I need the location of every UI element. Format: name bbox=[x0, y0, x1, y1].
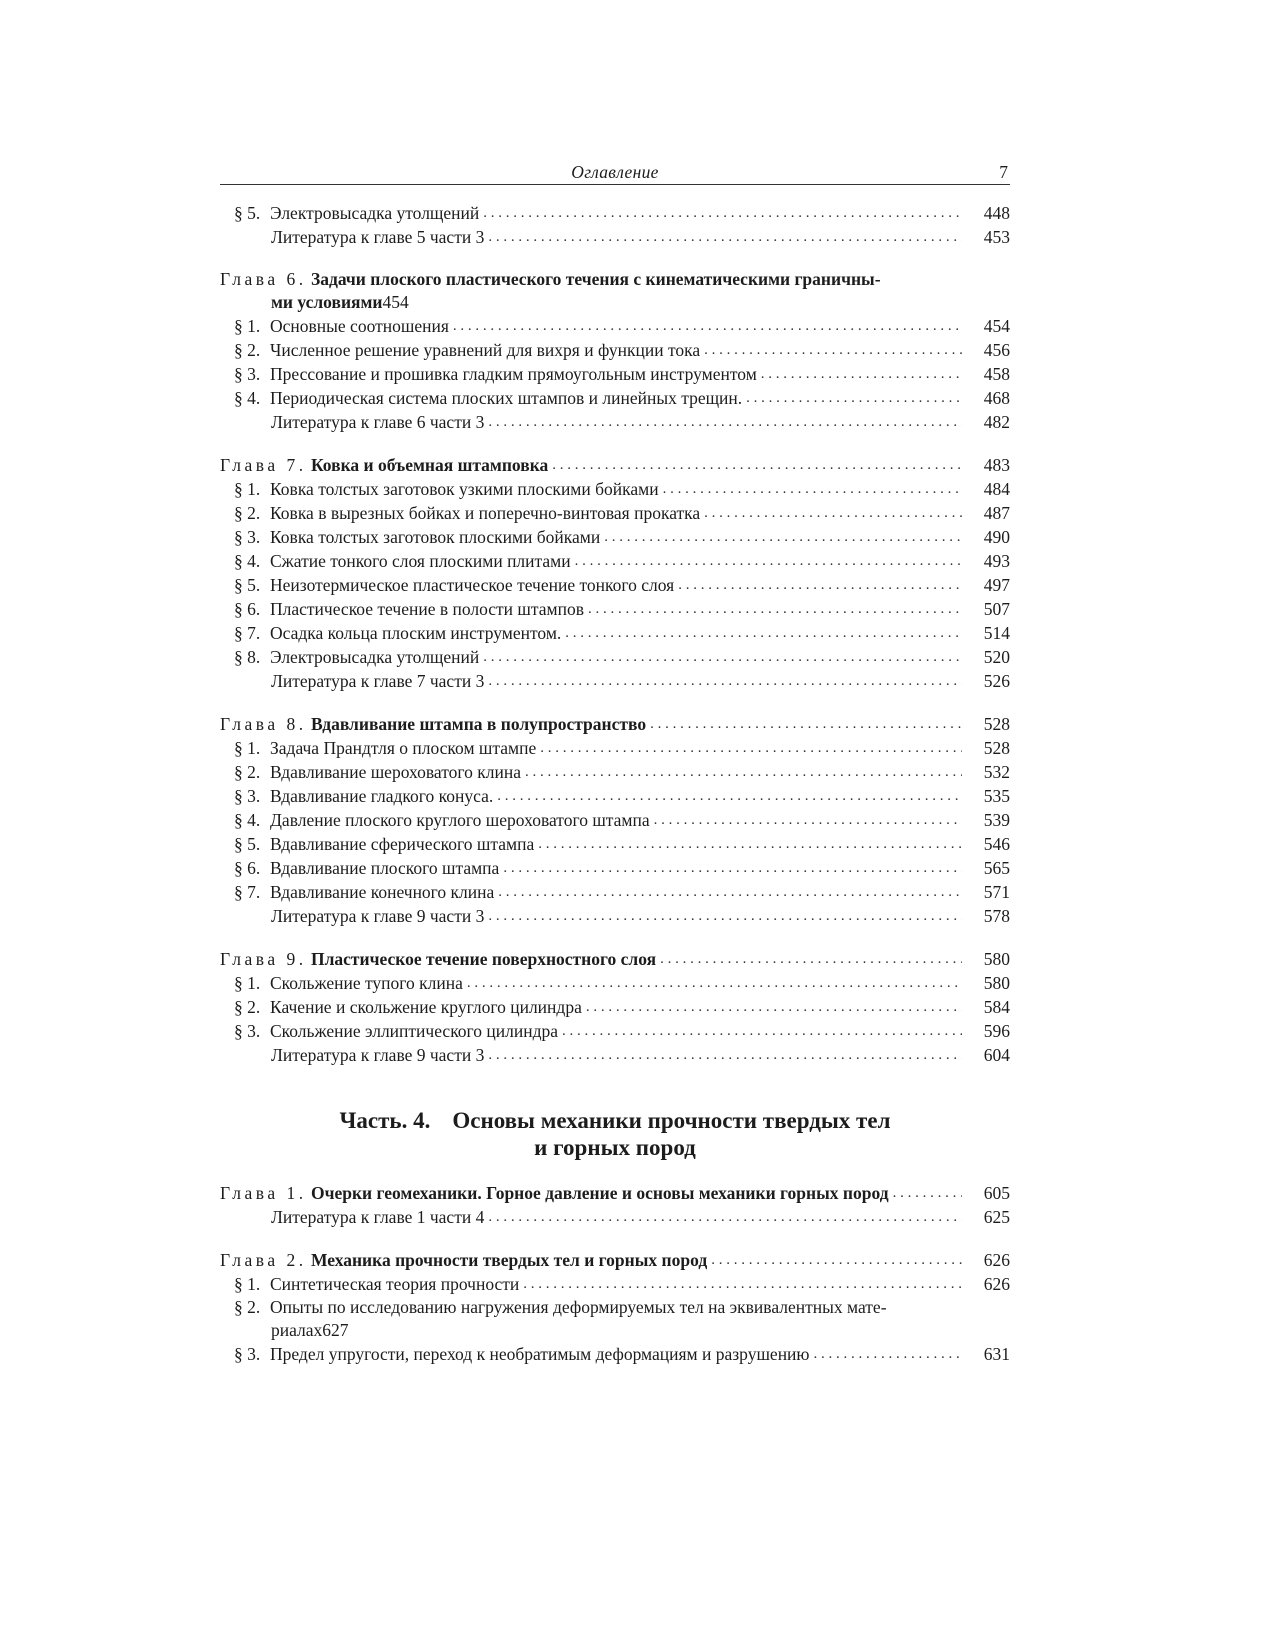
chapter-title: ми условиями bbox=[271, 292, 383, 312]
section-number: § 1. bbox=[234, 1274, 261, 1294]
toc-entry-text bbox=[234, 736, 536, 760]
dot-leader bbox=[575, 549, 962, 573]
toc-entry-text bbox=[234, 338, 700, 362]
page bbox=[220, 158, 1010, 1366]
toc-literature bbox=[220, 410, 1010, 434]
dot-leader bbox=[588, 597, 962, 621]
section-number: § 5. bbox=[234, 834, 261, 854]
toc-entry-text bbox=[271, 410, 484, 434]
section-title: Сжатие тонкого слоя плоскими плитами bbox=[270, 551, 571, 571]
toc-page-number: 580 bbox=[983, 949, 1010, 969]
toc-entry-text bbox=[234, 477, 659, 501]
section-title: Неизотермическое пластическое течение тонкого слоя bbox=[270, 575, 675, 595]
section-number: § 8. bbox=[234, 647, 261, 667]
toc-section bbox=[220, 856, 1010, 880]
toc-entry-text bbox=[234, 832, 534, 856]
dot-leader bbox=[488, 410, 962, 434]
toc-page-number: 528 bbox=[983, 714, 1010, 734]
section-title: Качение и скольжение круглого цилиндра bbox=[270, 997, 582, 1017]
dot-leader bbox=[467, 971, 962, 995]
toc-section bbox=[220, 597, 1010, 621]
chapter-label: Глава 1. bbox=[220, 1183, 307, 1203]
toc-entry-text bbox=[234, 784, 493, 808]
part-heading-line bbox=[220, 1107, 1010, 1134]
chapter-heading-text bbox=[220, 712, 646, 736]
chapter-title: Очерки геомеханики. Горное давление и основы механики горных пород bbox=[310, 1183, 889, 1203]
toc-page-number: 483 bbox=[983, 455, 1010, 475]
toc-entry-text bbox=[234, 971, 463, 995]
dot-leader bbox=[497, 784, 962, 808]
toc-page-number: 468 bbox=[983, 388, 1010, 408]
toc-entry-text bbox=[234, 808, 650, 832]
toc-entry-text bbox=[234, 621, 561, 645]
dot-leader bbox=[562, 1019, 962, 1043]
section-number: § 3. bbox=[234, 527, 261, 547]
dot-leader bbox=[663, 477, 962, 501]
toc-section bbox=[220, 362, 1010, 386]
toc-section bbox=[220, 477, 1010, 501]
section-number: § 1. bbox=[234, 316, 261, 336]
toc-entry-text bbox=[234, 1342, 810, 1366]
chapter-heading-line bbox=[220, 268, 1010, 290]
section-title: Вдавливание плоского штампа bbox=[270, 858, 500, 878]
chapter-heading-line bbox=[220, 290, 1010, 314]
chapter-heading bbox=[220, 947, 1010, 971]
chapter-heading bbox=[220, 1181, 1010, 1205]
dot-leader bbox=[704, 501, 962, 525]
toc-entry-line bbox=[220, 1318, 1010, 1342]
chapter-block bbox=[220, 947, 1010, 1067]
toc-page-number: 565 bbox=[983, 858, 1010, 878]
section-title: Ковка толстых заготовок плоскими бойками bbox=[270, 527, 601, 547]
toc-entry-text bbox=[271, 1205, 484, 1229]
dot-leader bbox=[761, 362, 962, 386]
toc-literature bbox=[220, 1043, 1010, 1067]
toc-entry-text bbox=[234, 597, 584, 621]
chapter-heading-text bbox=[220, 1248, 707, 1272]
chapter-label: Глава 2. bbox=[220, 1250, 307, 1270]
section-number: § 1. bbox=[234, 479, 261, 499]
toc-entry-text bbox=[234, 386, 742, 410]
section-title: Опыты по исследованию нагружения деформируемых тел на эквивалентных мате- bbox=[270, 1297, 887, 1317]
toc-entry-text bbox=[234, 525, 600, 549]
section-number: § 2. bbox=[234, 997, 261, 1017]
section-number: § 3. bbox=[234, 786, 261, 806]
section-number: § 6. bbox=[234, 599, 261, 619]
toc-entry-text bbox=[234, 573, 674, 597]
section-number: § 3. bbox=[234, 1344, 261, 1364]
section-number: § 4. bbox=[234, 810, 261, 830]
toc-page-number: 571 bbox=[983, 882, 1010, 902]
dot-leader bbox=[503, 856, 962, 880]
dot-leader bbox=[483, 201, 962, 225]
section-title: Литература к главе 6 части 3 bbox=[271, 412, 485, 432]
chapter-heading bbox=[220, 1248, 1010, 1272]
chapter-label: Глава 8. bbox=[220, 714, 307, 734]
chapter-block bbox=[220, 1181, 1010, 1229]
section-title: Осадка кольца плоским инструментом. bbox=[270, 623, 562, 643]
toc-page-number: 532 bbox=[983, 762, 1010, 782]
toc-entry-text bbox=[271, 1043, 484, 1067]
part-number: Часть. 4. bbox=[339, 1108, 431, 1133]
toc-section bbox=[220, 201, 1010, 225]
chapter-block bbox=[220, 1248, 1010, 1366]
toc-page-number: 458 bbox=[983, 364, 1010, 384]
toc-entry-text bbox=[271, 669, 484, 693]
table-of-contents bbox=[220, 201, 1010, 1366]
section-number: § 2. bbox=[234, 340, 261, 360]
section-number: § 3. bbox=[234, 1021, 261, 1041]
chapter-block bbox=[220, 453, 1010, 693]
toc-entry-text bbox=[234, 856, 499, 880]
toc-page-number: 631 bbox=[983, 1344, 1010, 1364]
toc-entry-text bbox=[234, 645, 479, 669]
section-title: Предел упругости, переход к необратимым деформациям и разрушению bbox=[270, 1344, 810, 1364]
section-title: Давление плоского круглого шероховатого штампа bbox=[270, 810, 650, 830]
toc-entry-text bbox=[234, 549, 571, 573]
section-title: Вдавливание сферического штампа bbox=[270, 834, 535, 854]
chapter-label: Глава 7. bbox=[220, 455, 307, 475]
section-title: Литература к главе 1 части 4 bbox=[271, 1207, 485, 1227]
chapter-heading bbox=[220, 453, 1010, 477]
dot-leader bbox=[552, 453, 962, 477]
toc-page-number: 520 bbox=[983, 647, 1010, 667]
section-title: Периодическая система плоских штампов и линейных трещин. bbox=[270, 388, 743, 408]
toc-section bbox=[220, 314, 1010, 338]
section-number: § 4. bbox=[234, 551, 261, 571]
section-number: § 6. bbox=[234, 858, 261, 878]
section-number: § 5. bbox=[234, 575, 261, 595]
part-heading bbox=[220, 1107, 1010, 1161]
toc-section bbox=[220, 784, 1010, 808]
dot-leader bbox=[746, 386, 962, 410]
toc-section bbox=[220, 1272, 1010, 1296]
section-title: Электровысадка утолщений bbox=[270, 647, 480, 667]
chapter-block bbox=[220, 712, 1010, 928]
section-title: Численное решение уравнений для вихря и функции тока bbox=[270, 340, 701, 360]
section-title: Задача Прандтля о плоском штампе bbox=[270, 738, 537, 758]
chapter-block bbox=[220, 268, 1010, 434]
section-title: Скольжение тупого клина bbox=[270, 973, 463, 993]
toc-page-number: 487 bbox=[983, 503, 1010, 523]
section-number: § 4. bbox=[234, 388, 261, 408]
section-number: § 3. bbox=[234, 364, 261, 384]
section-title: Скольжение эллиптического цилиндра bbox=[270, 1021, 559, 1041]
toc-section bbox=[220, 736, 1010, 760]
section-number: § 7. bbox=[234, 623, 261, 643]
toc-section bbox=[220, 1019, 1010, 1043]
dot-leader bbox=[483, 645, 962, 669]
toc-entry-text bbox=[234, 995, 582, 1019]
toc-entry-text bbox=[234, 201, 479, 225]
toc-section bbox=[220, 995, 1010, 1019]
toc-entry-text bbox=[234, 1272, 519, 1296]
toc-page-number: 546 bbox=[983, 834, 1010, 854]
toc-page-number: 526 bbox=[983, 671, 1010, 691]
toc-section bbox=[220, 501, 1010, 525]
toc-entry-text bbox=[234, 1019, 558, 1043]
chapter-heading bbox=[220, 268, 1010, 314]
toc-page-number: 627 bbox=[322, 1320, 349, 1340]
dot-leader bbox=[654, 808, 962, 832]
toc-page-number: 596 bbox=[983, 1021, 1010, 1041]
chapter-heading-text bbox=[220, 1181, 889, 1205]
section-title: Прессование и прошивка гладким прямоугольным инструментом bbox=[270, 364, 757, 384]
dot-leader bbox=[523, 1272, 962, 1296]
toc-entry-text bbox=[271, 225, 484, 249]
section-number: § 5. bbox=[234, 203, 261, 223]
toc-page-number: 490 bbox=[983, 527, 1010, 547]
chapter-heading-text bbox=[220, 947, 656, 971]
dot-leader bbox=[604, 525, 962, 549]
chapter-title: Задачи плоского пластического течения с кинематическими граничны- bbox=[310, 269, 881, 289]
part-heading-line: и горных пород bbox=[534, 1135, 696, 1160]
section-title: Вдавливание гладкого конуса. bbox=[270, 786, 494, 806]
toc-entry-line bbox=[220, 1296, 1010, 1318]
chapter-title: Ковка и объемная штамповка bbox=[310, 455, 549, 475]
section-title: Литература к главе 7 части 3 bbox=[271, 671, 485, 691]
dot-leader bbox=[893, 1181, 962, 1205]
toc-section bbox=[220, 880, 1010, 904]
section-number: § 2. bbox=[234, 762, 261, 782]
part-title-text: Основы механики прочности твердых тел bbox=[452, 1108, 891, 1133]
dot-leader bbox=[453, 314, 962, 338]
dot-leader bbox=[525, 760, 962, 784]
toc-page-number: 625 bbox=[983, 1207, 1010, 1227]
toc-page-number: 484 bbox=[983, 479, 1010, 499]
toc-section bbox=[220, 645, 1010, 669]
chapter-label: Глава 6. bbox=[220, 269, 307, 289]
dot-leader bbox=[814, 1342, 963, 1366]
toc-page-number: 497 bbox=[983, 575, 1010, 595]
section-title: Литература к главе 5 части 3 bbox=[271, 227, 485, 247]
chapter-heading bbox=[220, 712, 1010, 736]
dot-leader bbox=[498, 880, 962, 904]
section-title: Пластическое течение в полости штампов bbox=[270, 599, 584, 619]
toc-page-number: 580 bbox=[983, 973, 1010, 993]
toc-page-number: 454 bbox=[983, 316, 1010, 336]
toc-page-number: 626 bbox=[983, 1250, 1010, 1270]
running-head bbox=[220, 158, 1010, 185]
chapter-heading-text bbox=[220, 453, 548, 477]
toc-entry-text bbox=[234, 760, 521, 784]
toc-section bbox=[220, 338, 1010, 362]
toc-entry bbox=[220, 1296, 1010, 1342]
section-title: Литература к главе 9 части 3 bbox=[271, 1045, 485, 1065]
toc-section bbox=[220, 386, 1010, 410]
toc-literature bbox=[220, 669, 1010, 693]
toc-page-number: 482 bbox=[983, 412, 1010, 432]
toc-section bbox=[220, 525, 1010, 549]
toc-literature bbox=[220, 904, 1010, 928]
dot-leader bbox=[711, 1248, 962, 1272]
section-title: Литература к главе 9 части 3 bbox=[271, 906, 485, 926]
section-title: Синтетическая теория прочности bbox=[270, 1274, 520, 1294]
page-number: 7 bbox=[999, 162, 1008, 182]
toc-page-number: 578 bbox=[983, 906, 1010, 926]
section-title: Основные соотношения bbox=[270, 316, 449, 336]
dot-leader bbox=[540, 736, 962, 760]
toc-section bbox=[220, 971, 1010, 995]
dot-leader bbox=[660, 947, 962, 971]
toc-page-number: 535 bbox=[983, 786, 1010, 806]
toc-section bbox=[220, 808, 1010, 832]
dot-leader bbox=[488, 669, 962, 693]
toc-page-number: 448 bbox=[983, 203, 1010, 223]
toc-page-number: 453 bbox=[983, 227, 1010, 247]
section-title: Ковка в вырезных бойках и поперечно-винтовая прокатка bbox=[270, 503, 701, 523]
chapter-title: Пластическое течение поверхностного слоя bbox=[310, 949, 657, 969]
section-number: § 1. bbox=[234, 738, 261, 758]
toc-page-number: 528 bbox=[983, 738, 1010, 758]
toc-section bbox=[220, 621, 1010, 645]
dot-leader bbox=[704, 338, 962, 362]
toc-literature bbox=[220, 225, 1010, 249]
toc-page-number: 539 bbox=[983, 810, 1010, 830]
toc-section bbox=[220, 573, 1010, 597]
toc-entry-text bbox=[234, 501, 700, 525]
dot-leader bbox=[678, 573, 962, 597]
section-title: Электровысадка утолщений bbox=[270, 203, 480, 223]
toc-section bbox=[220, 1342, 1010, 1366]
toc-entry-text bbox=[234, 880, 494, 904]
toc-page-number: 605 bbox=[983, 1183, 1010, 1203]
toc-section bbox=[220, 760, 1010, 784]
chapter-title: Механика прочности твердых тел и горных пород bbox=[310, 1250, 708, 1270]
dot-leader bbox=[488, 1205, 962, 1229]
section-number: § 2. bbox=[234, 1297, 261, 1317]
section-title: риалах bbox=[271, 1320, 323, 1340]
toc-entry-text bbox=[271, 904, 484, 928]
toc-page-number: 493 bbox=[983, 551, 1010, 571]
section-title: Ковка толстых заготовок узкими плоскими бойками bbox=[270, 479, 659, 499]
toc-page-number: 507 bbox=[983, 599, 1010, 619]
toc-entry-text bbox=[234, 362, 757, 386]
toc-page-number: 584 bbox=[983, 997, 1010, 1017]
dot-leader bbox=[488, 904, 962, 928]
toc-entry-text bbox=[234, 314, 449, 338]
toc-page-number: 604 bbox=[983, 1045, 1010, 1065]
section-number: § 2. bbox=[234, 503, 261, 523]
toc-page-number: 454 bbox=[382, 292, 409, 312]
section-title: Вдавливание конечного клина bbox=[270, 882, 495, 902]
section-number: § 1. bbox=[234, 973, 261, 993]
toc-page-number: 626 bbox=[983, 1274, 1010, 1294]
running-head-title: Оглавление bbox=[571, 162, 659, 182]
toc-section bbox=[220, 549, 1010, 573]
toc-section bbox=[220, 832, 1010, 856]
section-title: Вдавливание шероховатого клина bbox=[270, 762, 521, 782]
chapter-title: Вдавливание штампа в полупространство bbox=[310, 714, 647, 734]
toc-page-number: 514 bbox=[983, 623, 1010, 643]
dot-leader bbox=[586, 995, 962, 1019]
dot-leader bbox=[565, 621, 962, 645]
dot-leader bbox=[488, 225, 962, 249]
section-number: § 7. bbox=[234, 882, 261, 902]
toc-page-number: 456 bbox=[983, 340, 1010, 360]
dot-leader bbox=[650, 712, 962, 736]
dot-leader bbox=[538, 832, 962, 856]
chapter-label: Глава 9. bbox=[220, 949, 307, 969]
dot-leader bbox=[488, 1043, 962, 1067]
toc-literature bbox=[220, 1205, 1010, 1229]
